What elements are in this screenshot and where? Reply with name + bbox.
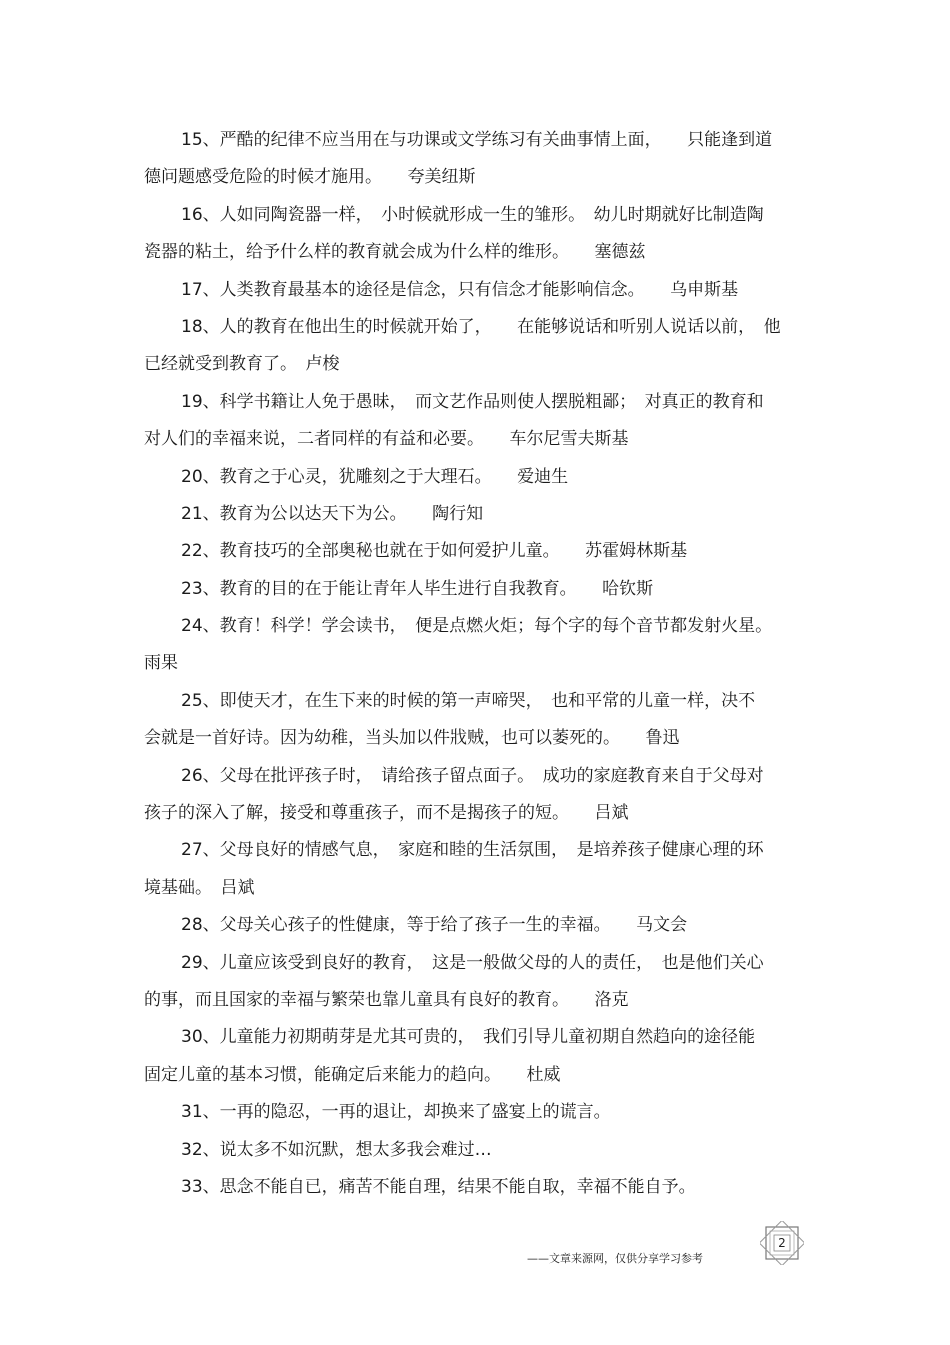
- quote-line: 雨果: [144, 653, 178, 674]
- quote-line: 19、科学书籍让人免于愚昧， 而文艺作品则使人摆脱粗鄙； 对真正的教育和: [181, 391, 764, 412]
- quote-line: 的事，而且国家的幸福与繁荣也靠儿童具有良好的教育。 洛克: [144, 989, 629, 1010]
- quote-paragraph: [144, 945, 809, 1020]
- quote-paragraph: [144, 683, 809, 758]
- quote-line: 18、人的教育在他出生的时候就开始了， 在能够说话和听别人说话以前， 他: [181, 316, 781, 337]
- quote-paragraph: [144, 197, 809, 272]
- quote-line: 26、父母在批评孩子时， 请给孩子留点面子。 成功的家庭教育来自于父母对: [181, 765, 764, 786]
- quote-line: 30、儿童能力初期萌芽是尤其可贵的， 我们引导儿童初期自然趋向的途径能: [181, 1027, 756, 1048]
- quote-line: 固定儿童的基本习惯，能确定后来能力的趋向。 杜威: [144, 1064, 561, 1085]
- quote-line: 已经就受到教育了。 卢梭: [144, 354, 340, 375]
- quote-line: 24、教育！科学！学会读书， 便是点燃火炬；每个字的每个音节都发射火星。: [181, 616, 773, 637]
- quote-paragraph: [144, 832, 809, 907]
- quote-line: 17、人类教育最基本的途径是信念，只有信念才能影响信念。 乌申斯基: [181, 279, 739, 300]
- quote-paragraph: [144, 571, 809, 608]
- page-number-badge: [760, 1221, 804, 1265]
- quote-line: 28、父母关心孩子的性健康，等于给了孩子一生的幸福。 马文会: [181, 915, 688, 936]
- quote-line: 31、一再的隐忍，一再的退让，却换来了盛宴上的谎言。: [181, 1102, 611, 1123]
- quote-line: 会就是一首好诗。因为幼稚，当头加以件戕贼，也可以萎死的。 鲁迅: [144, 728, 680, 749]
- quote-line: 孩子的深入了解，接受和尊重孩子，而不是揭孩子的短。 吕斌: [144, 803, 629, 824]
- quote-paragraph: [144, 758, 809, 833]
- quote-line: 15、严酷的纪律不应当用在与功课或文学练习有关曲事情上面， 只能逢到道: [181, 130, 773, 150]
- quote-line: 29、儿童应该受到良好的教育， 这是一般做父母的人的责任， 也是他们关心: [181, 952, 764, 973]
- quote-list: [144, 122, 809, 1206]
- quote-paragraph: [144, 1094, 809, 1131]
- quote-line: 22、教育技巧的全部奥秘也就在于如何爱护儿童。 苏霍姆林斯基: [181, 541, 688, 562]
- quote-paragraph: [144, 309, 809, 384]
- quote-line: 25、即使天才，在生下来的时候的第一声啼哭， 也和平常的儿童一样，决不: [181, 690, 756, 711]
- quote-paragraph: [144, 1019, 809, 1094]
- quote-line: 对人们的幸福来说，二者同样的有益和必要。 车尔尼雪夫斯基: [144, 429, 629, 450]
- quote-paragraph: [144, 384, 809, 459]
- quote-line: 德问题感受危险的时候才施用。 夸美纽斯: [144, 167, 476, 188]
- page-number: 2: [778, 1236, 786, 1250]
- quote-line: 瓷器的粘土，给予什么样的教育就会成为什么样的维形。 塞德兹: [144, 242, 646, 263]
- quote-line: 33、思念不能自已，痛苦不能自理，结果不能自取，幸福不能自予。: [181, 1176, 696, 1197]
- quote-line: 21、教育为公以达天下为公。 陶行知: [181, 503, 484, 524]
- quote-line: 23、教育的目的在于能让青年人毕生进行自我教育。 哈钦斯: [181, 578, 654, 599]
- quote-line: 27、父母良好的情感气息， 家庭和睦的生活氛围， 是培养孩子健康心理的环: [181, 840, 764, 861]
- quote-line: 20、教育之于心灵，犹雕刻之于大理石。 爱迪生: [181, 466, 569, 487]
- quote-line: 16、人如同陶瓷器一样， 小时候就形成一生的雏形。 幼儿时期就好比制造陶: [181, 204, 764, 225]
- quote-line: 32、说太多不如沉默，想太多我会难过…: [181, 1139, 492, 1160]
- quote-paragraph: [144, 459, 809, 496]
- quote-line: 境基础。 吕斌: [144, 877, 255, 898]
- footer-note: ——文章来源网，仅供分享学习参考: [527, 1252, 703, 1265]
- quote-paragraph: [144, 122, 809, 197]
- quote-paragraph: [144, 1132, 809, 1169]
- quote-paragraph: [144, 533, 809, 570]
- quote-paragraph: [144, 496, 809, 533]
- quote-paragraph: [144, 907, 809, 944]
- quote-paragraph: [144, 1169, 809, 1206]
- quote-paragraph: [144, 608, 809, 683]
- quote-paragraph: [144, 272, 809, 309]
